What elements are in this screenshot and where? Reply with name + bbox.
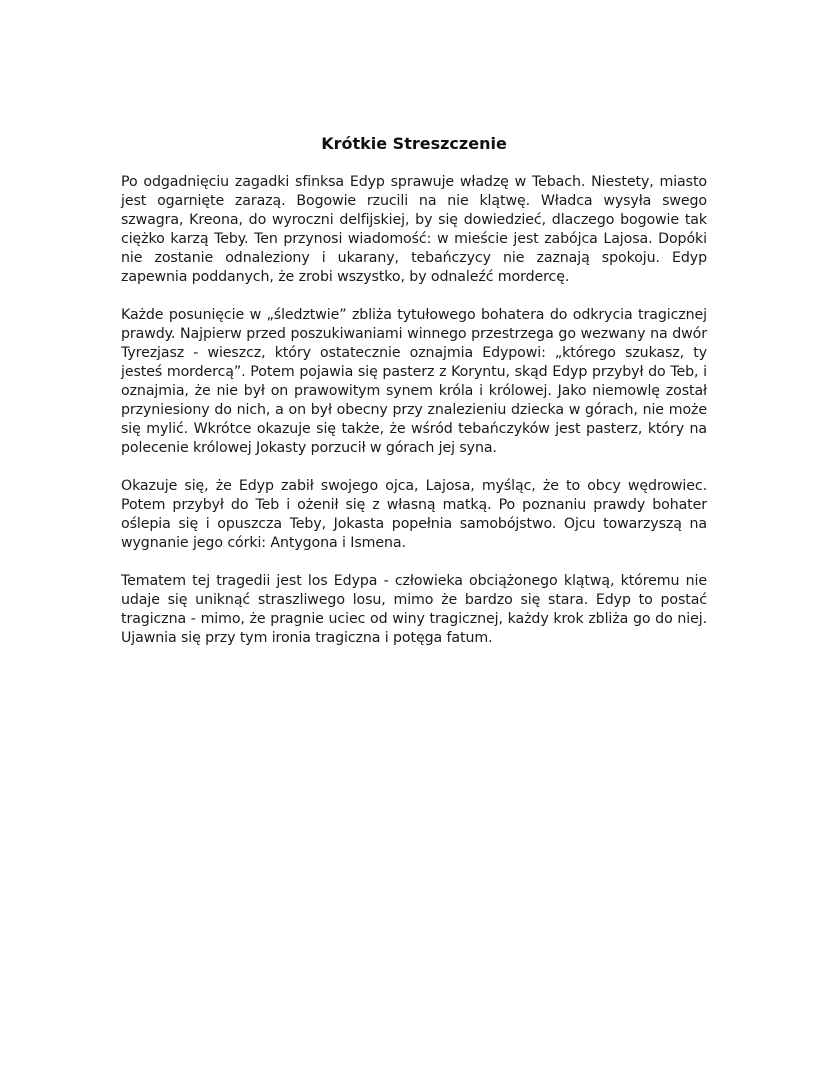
- paragraph-intro: Po odgadnięciu zagadki sfinksa Edyp sprawuje władzę w Tebach. Niestety, miasto jest ogarnięte zarazą. Bogowie rzucili na nie klątwę. Władca wysyła swego szwagra, Kreona, do wyroczni delfijskiej, by się dowiedzieć, dlaczego bogowie tak ciężko karzą Teby. Ten przynosi wiadomość: w mieście jest zabójca Lajosa. Dopóki nie zostanie odnaleziony i ukarany, tebańczycy nie zaznają spokoju. Edyp zapewnia poddanych, że zrobi wszystko, by odnaleźć mordercę.: [121, 174, 707, 285]
- document-title: Krótkie Streszczenie: [321, 134, 507, 153]
- paragraph-investigation: Każde posunięcie w „śledztwie” zbliża tytułowego bohatera do odkrycia tragicznej prawdy. Najpierw przed poszukiwaniami winnego przestrzega go wezwany na dwór Tyrezjasz - wieszcz, który ostatecznie oznajmia Edypowi: „którego szukasz, ty jesteś mordercą”. Potem pojawia się pasterz z Koryntu, skąd Edyp przybył do Teb, i oznajmia, że nie był on prawowitym synem króla i królowej. Jako niemowlę został przyniesiony do nich, a on był obecny przy znalezieniu dziecka w górach, nie może się mylić. Wkrótce okazuje się także, że wśród tebańczyków jest pasterz, który na polecenie królowej Jokasty porzucił w górach jej syna.: [121, 307, 707, 456]
- paragraph-revelation: Okazuje się, że Edyp zabił swojego ojca, Lajosa, myśląc, że to obcy wędrowiec. Potem przybył do Teb i ożenił się z własną matką. Po poznaniu prawdy bohater oślepia się i opuszcza Teby, Jokasta popełnia samobójstwo. Ojcu towarzyszą na wygnanie jego córki: Antygona i Ismena.: [121, 478, 707, 551]
- paragraph-theme: Tematem tej tragedii jest los Edypa - człowieka obciążonego klątwą, któremu nie udaje się uniknąć straszliwego losu, mimo że bardzo się stara. Edyp to postać tragiczna - mimo, że pragnie uciec od winy tragicznej, każdy krok zbliża go do niej. Ujawnia się przy tym ironia tragiczna i potęga fatum.: [121, 573, 707, 646]
- document-page: [121, 133, 707, 667]
